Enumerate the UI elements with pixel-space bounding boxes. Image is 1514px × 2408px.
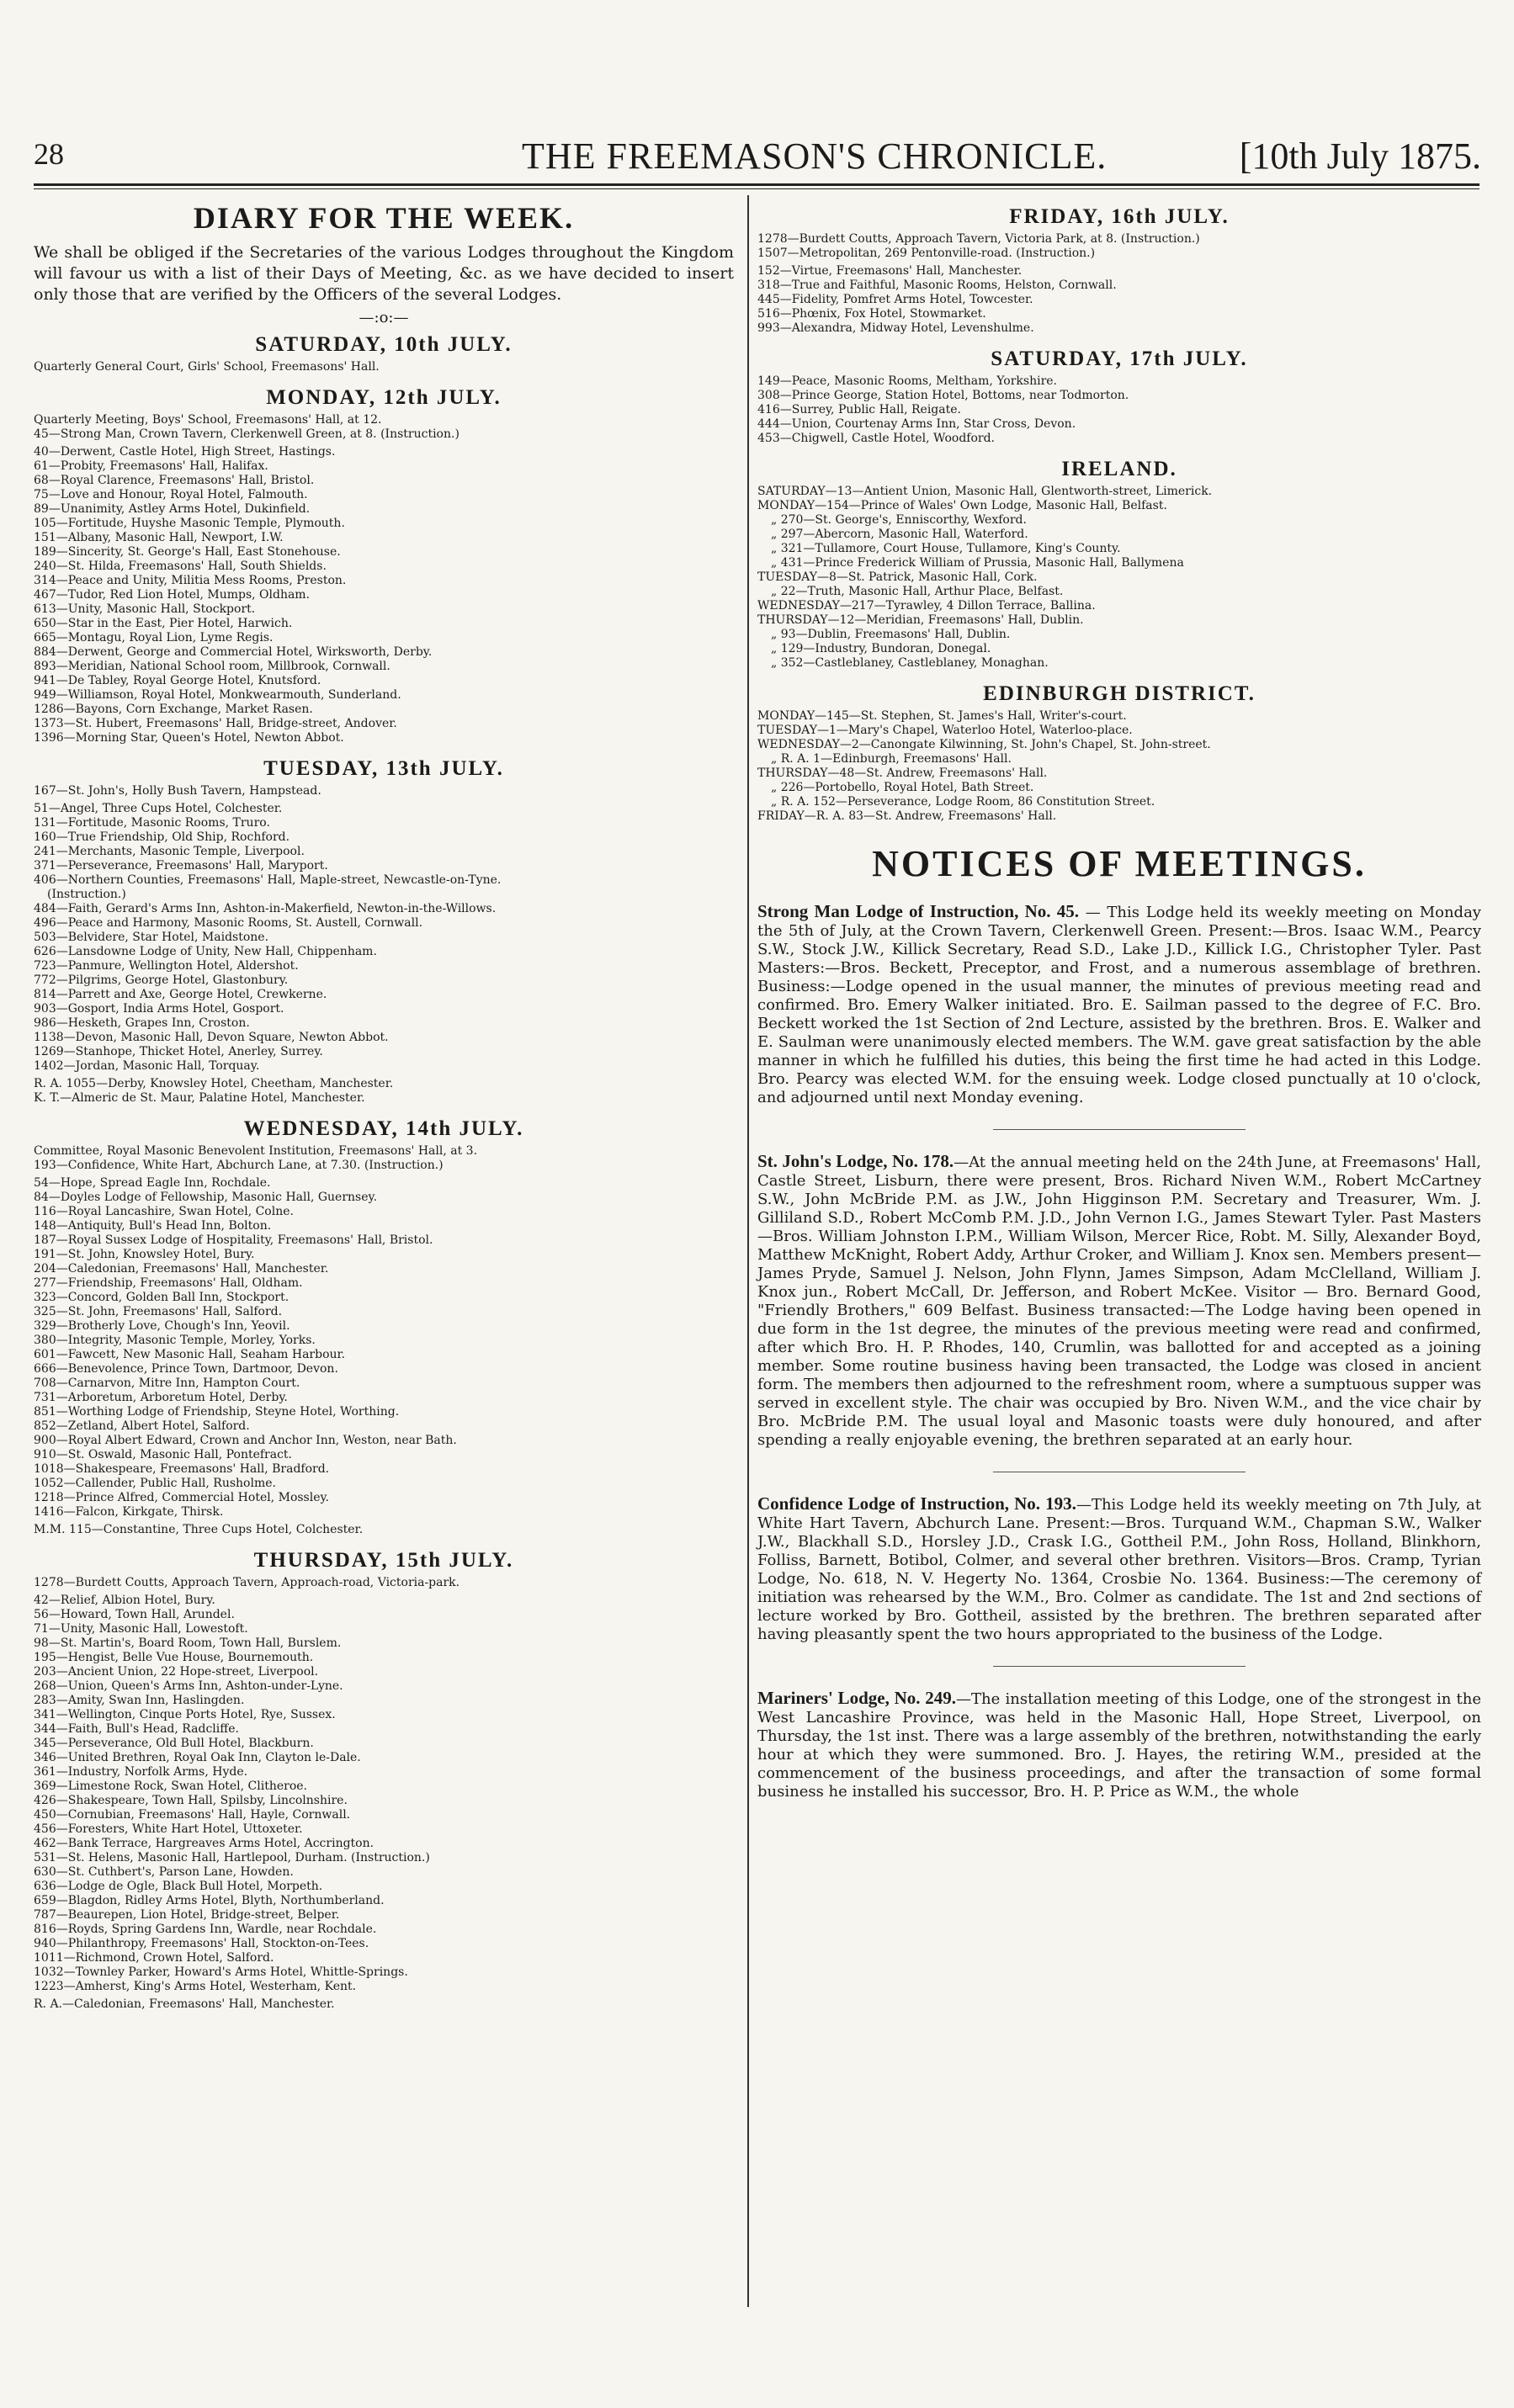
lodge-entry: FRIDAY—R. A. 83—St. Andrew, Freemasons' Hall. — [757, 809, 1057, 823]
lodge-entry: 193—Confidence, White Hart, Abchurch Lane, at 7.30. (Instruction.) — [34, 1159, 444, 1172]
lodge-entry: „ R. A. 1—Edinburgh, Freemasons' Hall. — [771, 752, 1012, 766]
lodge-entry: 329—Brotherly Love, Chough's Inn, Yeovil. — [34, 1319, 290, 1333]
lodge-entry: 1018—Shakespeare, Freemasons' Hall, Bradford. — [34, 1462, 330, 1476]
lodge-entry: 151—Albany, Masonic Hall, Newport, I.W. — [34, 531, 284, 544]
lodge-entry: 1011—Richmond, Crown Hotel, Salford. — [34, 1951, 274, 1965]
lodge-entry: „ 352—Castleblaney, Castleblaney, Monaghan. — [771, 656, 1049, 670]
lodge-entry: 68—Royal Clarence, Freemasons' Hall, Bristol. — [34, 474, 315, 487]
right-column — [757, 200, 1481, 1823]
day-heading: THURSDAY, 15th JULY. — [253, 1549, 514, 1572]
lodge-entry: WEDNESDAY—217—Tyrawley, 4 Dillon Terrace, Ballina. — [757, 599, 1096, 613]
diary-days-right — [757, 205, 1481, 824]
header-rule — [34, 183, 1479, 186]
lodge-entry: 325—St. John, Freemasons' Hall, Salford. — [34, 1305, 283, 1318]
lodge-entry: K. T.—Almeric de St. Maur, Palatine Hotel, Manchester. — [34, 1091, 365, 1105]
lodge-entry: 308—Prince George, Station Hotel, Bottoms, near Todmorton. — [757, 389, 1129, 402]
lodge-entry: 341—Wellington, Cinque Ports Hotel, Rye, Sussex. — [34, 1708, 336, 1721]
lodge-entry: 941—De Tabley, Royal George Hotel, Knutsford. — [34, 674, 321, 687]
lodge-entry: 149—Peace, Masonic Rooms, Meltham, Yorkshire. — [757, 374, 1058, 388]
day-heading: EDINBURGH DISTRICT. — [983, 682, 1256, 705]
lodge-entry: 787—Beaurepen, Lion Hotel, Bridge-street, Belper. — [34, 1908, 340, 1922]
lodge-entry: 1223—Amherst, King's Arms Hotel, Westerham, Kent. — [34, 1980, 357, 1993]
lodge-entry: 323—Concord, Golden Ball Inn, Stockport. — [34, 1291, 290, 1304]
lodge-entry: 203—Ancient Union, 22 Hope-street, Liverpool. — [34, 1665, 319, 1679]
lodge-entry: „ 431—Prince Frederick William of Prussia, Masonic Hall, Ballymena — [771, 556, 1184, 570]
lodge-entry: 105—Fortitude, Huyshe Masonic Temple, Plymouth. — [34, 517, 345, 530]
lodge-entry: 54—Hope, Spread Eagle Inn, Rochdale. — [34, 1176, 271, 1190]
lodge-entry: 416—Surrey, Public Hall, Reigate. — [757, 403, 961, 416]
lodge-entry: 51—Angel, Three Cups Hotel, Colchester. — [34, 802, 283, 815]
lodge-entry: 910—St. Oswald, Masonic Hall, Pontefract. — [34, 1448, 293, 1461]
lodge-entry: 1373—St. Hubert, Freemasons' Hall, Bridge-street, Andover. — [34, 717, 397, 730]
lodge-entry: „ 270—St. George's, Enniscorthy, Wexford. — [771, 513, 1027, 527]
lodge-entry: 884—Derwent, George and Commercial Hotel, Wirksworth, Derby. — [34, 645, 433, 659]
notice-lead: Mariners' Lodge, No. 249. — [757, 1688, 956, 1708]
lodge-entry: 450—Cornubian, Freemasons' Hall, Hayle, Cornwall. — [34, 1808, 351, 1822]
lodge-entry: 772—Pilgrims, George Hotel, Glastonbury. — [34, 973, 289, 987]
notices-list — [757, 902, 1481, 1801]
lodge-entry: 723—Panmure, Wellington Hotel, Aldershot. — [34, 959, 299, 973]
lodge-entry: 1269—Stanhope, Thicket Hotel, Anerley, Surrey. — [34, 1045, 323, 1058]
lodge-entry: 345—Perseverance, Old Bull Hotel, Blackburn. — [34, 1737, 314, 1750]
lodge-entry: (Instruction.) — [47, 888, 126, 901]
lodge-entry: „ R. A. 152—Perseverance, Lodge Room, 86 Constitution Street. — [771, 795, 1155, 809]
lodge-entry: 426—Shakespeare, Town Hall, Spilsby, Lincolnshire. — [34, 1794, 348, 1807]
lodge-entry: 1507—Metropolitan, 269 Pentonville-road. (Instruction.) — [757, 247, 1096, 260]
lodge-entry: 1286—Bayons, Corn Exchange, Market Rasen. — [34, 703, 313, 716]
day-heading: MONDAY, 12th JULY. — [266, 386, 502, 409]
lodge-entry: 189—Sincerity, St. George's Hall, East Stonehouse. — [34, 545, 341, 559]
lodge-entry: „ 93—Dublin, Freemasons' Hall, Dublin. — [771, 628, 1011, 641]
lodge-entry: 1402—Jordan, Masonic Hall, Torquay. — [34, 1059, 260, 1073]
notice-paragraph — [757, 1494, 1481, 1644]
lodge-entry: 148—Antiquity, Bull's Head Inn, Bolton. — [34, 1219, 272, 1233]
lodge-entry: 453—Chigwell, Castle Hotel, Woodford. — [757, 432, 995, 445]
lodge-entry: Quarterly Meeting, Boys' School, Freemasons' Hall, at 12. — [34, 413, 382, 427]
lodge-entry: 131—Fortitude, Masonic Rooms, Truro. — [34, 816, 270, 830]
day-heading: SATURDAY, 17th JULY. — [991, 347, 1248, 370]
lodge-entry: 1052—Callender, Public Hall, Rusholme. — [34, 1477, 276, 1490]
notice-lead: Strong Man Lodge of Instruction, No. 45. — [757, 901, 1079, 921]
lodge-entry: 240—St. Hilda, Freemasons' Hall, South Shields. — [34, 560, 327, 573]
lodge-entry: 993—Alexandra, Midway Hotel, Levenshulme. — [757, 321, 1034, 335]
paper-name: THE FREEMASON'S CHRONICLE. — [522, 135, 1108, 177]
lodge-entry: THURSDAY—12—Meridian, Freemasons' Hall, Dublin. — [757, 613, 1084, 627]
lodge-entry: R. A.—Caledonian, Freemasons' Hall, Manchester. — [34, 1997, 335, 2011]
lodge-entry: 445—Fidelity, Pomfret Arms Hotel, Towcester. — [757, 293, 1033, 306]
lodge-entry: „ 321—Tullamore, Court House, Tullamore, King's County. — [771, 542, 1121, 555]
lodge-entry: 708—Carnarvon, Mitre Inn, Hampton Court. — [34, 1376, 300, 1390]
lodge-entry: WEDNESDAY—2—Canongate Kilwinning, St. John's Chapel, St. John-street. — [757, 738, 1211, 751]
lodge-entry: 893—Meridian, National School room, Millbrook, Cornwall. — [34, 660, 390, 673]
lodge-entry: 195—Hengist, Belle Vue House, Bournemouth. — [34, 1651, 314, 1664]
notice-paragraph — [757, 1152, 1481, 1450]
lodge-entry: 666—Benevolence, Prince Town, Dartmoor, Devon. — [34, 1362, 338, 1376]
lodge-entry: 613—Unity, Masonic Hall, Stockport. — [34, 602, 256, 616]
lodge-entry: 903—Gosport, India Arms Hotel, Gosport. — [34, 1002, 284, 1016]
header-rule-thin — [34, 188, 1479, 189]
lodge-entry: 1138—Devon, Masonic Hall, Devon Square, Newton Abbot. — [34, 1031, 389, 1044]
lodge-entry: 204—Caledonian, Freemasons' Hall, Manchester. — [34, 1262, 329, 1276]
issue-date: [10th July 1875. — [1239, 135, 1481, 177]
day-heading: FRIDAY, 16th JULY. — [1009, 205, 1230, 228]
lodge-entry: 61—Probity, Freemasons' Hall, Halifax. — [34, 459, 268, 473]
lodge-entry: 277—Friendship, Freemasons' Hall, Oldham. — [34, 1276, 303, 1290]
lodge-entry: 45—Strong Man, Crown Tavern, Clerkenwell Green, at 8. (Instruction.) — [34, 427, 460, 441]
lodge-entry: 630—St. Cuthbert's, Parson Lane, Howden. — [34, 1865, 294, 1879]
lodge-entry: 659—Blagdon, Ridley Arms Hotel, Blyth, Northumberland. — [34, 1894, 385, 1907]
lodge-entry: „ 297—Abercorn, Masonic Hall, Waterford. — [771, 528, 1028, 541]
lodge-entry: R. A. 1055—Derby, Knowsley Hotel, Cheetham, Manchester. — [34, 1077, 394, 1090]
lodge-entry: 949—Williamson, Royal Hotel, Monkwearmouth, Sunderland. — [34, 688, 401, 702]
lodge-entry: 462—Bank Terrace, Hargreaves Arms Hotel, Accrington. — [34, 1837, 375, 1850]
lodge-entry: 1278—Burdett Coutts, Approach Tavern, Victoria Park, at 8. (Instruction.) — [757, 232, 1200, 246]
lodge-entry: 369—Limestone Rock, Swan Hotel, Clitheroe. — [34, 1779, 308, 1793]
day-heading: TUESDAY, 13th JULY. — [263, 757, 504, 780]
lodge-entry: 75—Love and Honour, Royal Hotel, Falmouth. — [34, 488, 308, 501]
lodge-entry: 1396—Morning Star, Queen's Hotel, Newton Abbot. — [34, 731, 344, 745]
lodge-entry: 484—Faith, Gerard's Arms Inn, Ashton-in-Makerfield, Newton-in-the-Willows. — [34, 902, 497, 915]
lodge-entry: 650—Star in the East, Pier Hotel, Harwich. — [34, 617, 293, 630]
page-number: 28 — [34, 137, 64, 171]
lodge-entry: 167—St. John's, Holly Bush Tavern, Hampstead. — [34, 784, 321, 798]
lodge-entry: Quarterly General Court, Girls' School, Freemasons' Hall. — [34, 360, 380, 374]
lodge-entry: 940—Philanthropy, Freemasons' Hall, Stockton-on-Tees. — [34, 1937, 369, 1950]
lodge-entry: 503—Belvidere, Star Hotel, Maidstone. — [34, 931, 269, 944]
lodge-entry: 456—Foresters, White Hart Hotel, Uttoxeter. — [34, 1822, 303, 1836]
lodge-entry: SATURDAY—13—Antient Union, Masonic Hall, Glentworth-street, Limerick. — [757, 485, 1213, 498]
notice-body: —The installation meeting of this Lodge, one of the strongest in the West Lancashire Province, was held in the Masonic Hall, Hope Street, Liverpool, on Thursday, the 1st inst. There was a large assembly of the brethren, notwithstanding the early hour at which they were summoned. Bro. J. Hayes, the retiring W.M., presided at the commencement of the business proceedings, and after the transaction of some formal business he installed his successor, Bro. H. P. Price as W.M., the whole — [757, 1690, 1482, 1801]
lodge-entry: 241—Merchants, Masonic Temple, Liverpool. — [34, 845, 305, 858]
lodge-entry: 361—Industry, Norfolk Arms, Hyde. — [34, 1765, 248, 1779]
lodge-entry: 283—Amity, Swan Inn, Haslingden. — [34, 1694, 245, 1707]
lodge-entry: 852—Zetland, Albert Hotel, Salford. — [34, 1419, 250, 1433]
lodge-entry: 444—Union, Courtenay Arms Inn, Star Cross, Devon. — [757, 417, 1076, 431]
lodge-entry: 344—Faith, Bull's Head, Radcliffe. — [34, 1722, 239, 1736]
lodge-entry: 665—Montagu, Royal Lion, Lyme Regis. — [34, 631, 274, 644]
lodge-entry: 814—Parrett and Axe, George Hotel, Crewkerne. — [34, 988, 327, 1001]
lodge-entry: 40—Derwent, Castle Hotel, High Street, Hastings. — [34, 445, 336, 459]
lodge-entry: 406—Northern Counties, Freemasons' Hall, Maple-street, Newcastle-on-Tyne. — [34, 873, 502, 887]
lodge-entry: 380—Integrity, Masonic Temple, Morley, Yorks. — [34, 1334, 316, 1347]
notice-body: —At the annual meeting held on the 24th June, at Freemasons' Hall, Castle Street, Lisburn, there were present, Bros. Richard Niven W.M., Robert McCartney S.W., John McBride P.M. as J.W., John Higginson P.M. Secretary and Treasurer, Wm. J. Gilliland S.D., Robert McComb P.M. J.D., John Vernon I.G., James Stewart Tyler. Past Masters—Bros. William Johnston I.P.M., William Wilson, Mercer Rice, Robt. M. Silly, Alexander Boyd, Matthew McKnight, Robert Addy, Arthur Croker, and William J. Knox sen. Members present—James Pryde, Samuel J. Nelson, John Flynn, James Simpson, Adam McClelland, William J. Knox jun., Robert McCall, Dr. Jefferson, and Robert McKee. Visitor — Bro. Bernard Good, "Friendly Brothers," 609 Belfast. Business transacted:—The Lodge having been opened in due form in the 1st degree, the minutes of the previous meeting were read and confirmed, after which Bro. H. P. Rhodes, 140, Crumlin, was ballotted for and accepted as a joining member. Some routine business having been transacted, the Lodge was closed in ancient form. The members then adjourned to the refreshment room, where a sumptuous supper was served in excellent style. The chair was occupied by Bro. Niven W.M., and the vice chair by Bro. McBride P.M. The usual loyal and Masonic toasts were duly honoured, and after spending a really enjoyable evening, the brethren separated at an early hour. — [757, 1154, 1481, 1449]
lodge-entry: 346—United Brethren, Royal Oak Inn, Clayton le-Dale. — [34, 1751, 361, 1764]
lodge-entry: 314—Peace and Unity, Militia Mess Rooms, Preston. — [34, 574, 347, 587]
lodge-entry: 731—Arboretum, Arboretum Hotel, Derby. — [34, 1391, 288, 1404]
lodge-entry: „ 22—Truth, Masonic Hall, Arthur Place, Belfast. — [771, 585, 1064, 598]
lodge-entry: „ 129—Industry, Bundoran, Donegal. — [771, 642, 991, 655]
lodge-entry: „ 226—Portobello, Royal Hotel, Bath Street. — [771, 781, 1034, 794]
lodge-entry: 1218—Prince Alfred, Commercial Hotel, Mossley. — [34, 1491, 330, 1504]
lodge-entry: Committee, Royal Masonic Benevolent Institution, Freemasons' Hall, at 3. — [34, 1144, 478, 1158]
lodge-entry: 1278—Burdett Coutts, Approach Tavern, Approach-road, Victoria-park. — [34, 1576, 460, 1589]
lodge-entry: 496—Peace and Harmony, Masonic Rooms, St. Austell, Cornwall. — [34, 916, 423, 930]
lodge-entry: M.M. 115—Constantine, Three Cups Hotel, Colchester. — [34, 1523, 364, 1536]
lodge-entry: 900—Royal Albert Edward, Crown and Anchor Inn, Weston, near Bath. — [34, 1434, 457, 1447]
lodge-entry: 516—Phœnix, Fox Hotel, Stowmarket. — [757, 307, 986, 321]
lodge-entry: 116—Royal Lancashire, Swan Hotel, Colne. — [34, 1205, 294, 1218]
lodge-entry: 318—True and Faithful, Masonic Rooms, Helston, Cornwall. — [757, 278, 1117, 292]
lodge-entry: 1032—Townley Parker, Howard's Arms Hotel, Whittle-Springs. — [34, 1965, 408, 1979]
lodge-entry: 187—Royal Sussex Lodge of Hospitality, Freemasons' Hall, Bristol. — [34, 1233, 433, 1247]
lodge-entry: 84—Doyles Lodge of Fellowship, Masonic Hall, Guernsey. — [34, 1191, 378, 1204]
lodge-entry: MONDAY—154—Prince of Wales' Own Lodge, Masonic Hall, Belfast. — [757, 499, 1167, 512]
lodge-entry: 160—True Friendship, Old Ship, Rochford. — [34, 830, 290, 844]
lodge-entry: 636—Lodge de Ogle, Black Bull Hotel, Morpeth. — [34, 1880, 323, 1893]
lodge-entry: 986—Hesketh, Grapes Inn, Croston. — [34, 1016, 250, 1030]
lodge-entry: MONDAY—145—St. Stephen, St. James's Hall, Writer's-court. — [757, 709, 1127, 723]
lodge-entry: 268—Union, Queen's Arms Inn, Ashton-under-Lyne. — [34, 1679, 343, 1693]
day-heading: WEDNESDAY, 14th JULY. — [243, 1117, 524, 1140]
lodge-entry: 371—Perseverance, Freemasons' Hall, Maryport. — [34, 859, 328, 873]
lodge-entry: 816—Royds, Spring Gardens Inn, Wardle, near Rochdale. — [34, 1923, 377, 1936]
column-divider — [747, 195, 749, 2307]
notice-paragraph — [757, 1689, 1481, 1801]
lodge-entry: 56—Howard, Town Hall, Arundel. — [34, 1608, 235, 1621]
lodge-entry: 191—St. John, Knowsley Hotel, Bury. — [34, 1248, 255, 1261]
lodge-entry: TUESDAY—1—Mary's Chapel, Waterloo Hotel, Waterloo-place. — [757, 724, 1133, 737]
diary-separator: —:o:— — [359, 309, 409, 326]
lodge-entry: 626—Lansdowne Lodge of Unity, New Hall, Chippenham. — [34, 945, 377, 958]
day-heading: IRELAND. — [1061, 458, 1177, 480]
notices-title: NOTICES OF MEETINGS. — [872, 843, 1367, 884]
lodge-entry: 851—Worthing Lodge of Friendship, Steyne Hotel, Worthing. — [34, 1405, 400, 1419]
lodge-entry: 531—St. Helens, Masonic Hall, Hartlepool, Durham. (Instruction.) — [34, 1851, 430, 1864]
lodge-entry: 467—Tudor, Red Lion Hotel, Mumps, Oldham. — [34, 588, 311, 602]
lodge-entry: 89—Unanimity, Astley Arms Hotel, Dukinfield. — [34, 502, 311, 516]
notice-divider — [993, 1129, 1246, 1130]
day-heading: SATURDAY, 10th JULY. — [255, 333, 513, 356]
notice-lead: Confidence Lodge of Instruction, No. 193. — [757, 1493, 1076, 1514]
lodge-entry: 152—Virtue, Freemasons' Hall, Manchester. — [757, 264, 1023, 278]
lodge-entry: 71—Unity, Masonic Hall, Lowestoft. — [34, 1622, 248, 1636]
notice-paragraph — [757, 902, 1481, 1107]
lodge-entry: 98—St. Martin's, Board Room, Town Hall, Burslem. — [34, 1636, 342, 1650]
notice-divider — [993, 1666, 1246, 1667]
lodge-entry: 42—Relief, Albion Hotel, Bury. — [34, 1594, 215, 1607]
diary-intro: We shall be obliged if the Secretaries of the various Lodges throughout the Kingdom will favour us with a list of their Days of Meeting, &c. as we have decided to insert only those that are verified by the Officers of the several Lodges. — [34, 243, 734, 304]
notice-body: —This Lodge held its weekly meeting on 7th July, at White Hart Tavern, Abchurch Lane. Present:—Bros. Turquand W.M., Chapman S.W., Walker J.W., Blackhall S.D., Horsley J.D., Crask I.G., Gottheil P.M., John Ross, Holland, Blinkhorn, Folliss, Barnett, Botibol, Colmer, and several other brethren. Visitors—Bros. Cramp, Tyrian Lodge, No. 618, N. V. Hegerty No. 1364, Crosbie No. 1364. Business:—The ceremony of initiation was rehearsed by the W.M., Bro. Colmer as candidate. The 1st and 2nd sections of lecture worked by Bro. Gottheil, assisted by the brethren. The brethren separated after having pleasantly spent the two hours appropriated to the business of the Lodge. — [757, 1496, 1481, 1643]
diary-days-left — [34, 333, 734, 2012]
lodge-entry: 601—Fawcett, New Masonic Hall, Seaham Harbour. — [34, 1348, 346, 1361]
diary-title: DIARY FOR THE WEEK. — [193, 201, 575, 235]
lodge-entry: 1416—Falcon, Kirkgate, Thirsk. — [34, 1505, 224, 1519]
notice-body: — This Lodge held its weekly meeting on Monday the 5th of July, at the Crown Tavern, Clerkenwell Green. Present:—Bros. Isaac W.M., Pearcy S.W., Stock J.W., Killick Secretary, Read S.D., Lake J.D., Killick I.G., Christopher Tyler. Past Masters:—Bros. Beckett, Preceptor, and Frost, and a numerous assemblage of brethren. Business:—Lodge opened in the usual manner, the minutes of previous meeting read and confirmed. Bro. Emery Walker initiated. Bro. E. Sailman passed to the degree of F.C. Bro. Beckett worked the 1st Section of 2nd Lecture, assisted by the brethren. Bros. E. Walker and E. Saulman were unanimously elected members. The W.M. gave great satisfaction by the able manner in which he fulfilled his duties, this being the first time he had acted in this Lodge. Bro. Pearcy was elected W.M. for the ensuing week. Lodge closed punctually at 10 o'clock, and adjourned until next Monday evening. — [757, 904, 1481, 1106]
notice-lead: St. John's Lodge, No. 178. — [757, 1151, 954, 1171]
lodge-entry: THURSDAY—48—St. Andrew, Freemasons' Hall. — [757, 766, 1048, 780]
lodge-entry: TUESDAY—8—St. Patrick, Masonic Hall, Cork. — [757, 570, 1038, 584]
diary-column-left — [34, 200, 734, 2012]
